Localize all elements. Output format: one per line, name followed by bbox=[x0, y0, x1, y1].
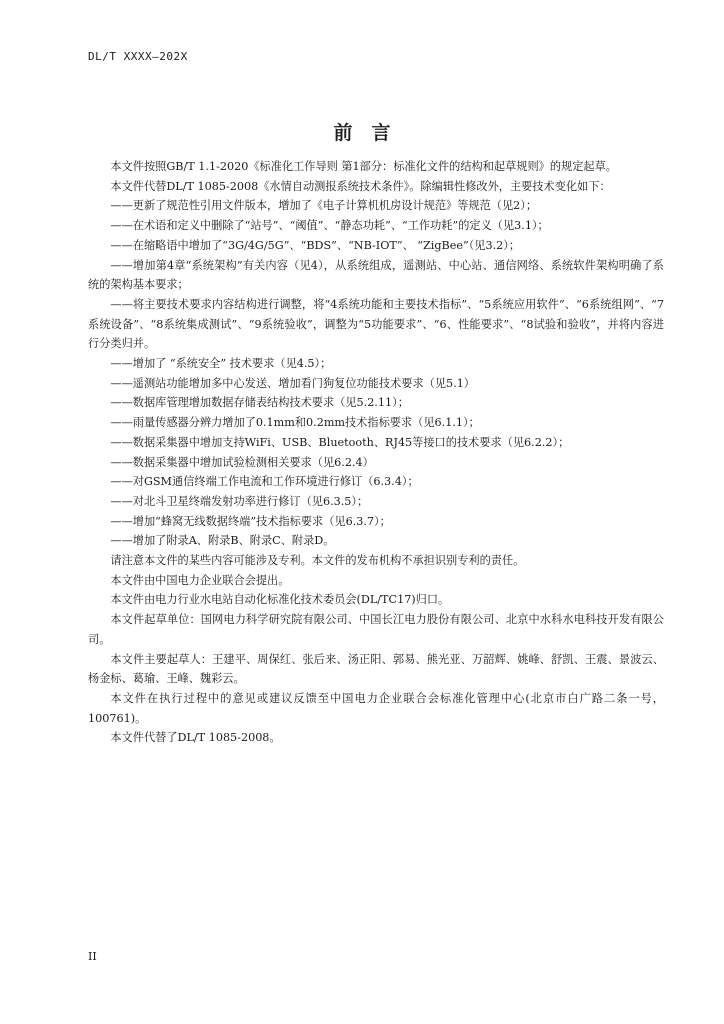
paragraph: 本文件由电力行业水电站自动化标准化技术委员会(DL/TC17)归口。 bbox=[110, 593, 450, 607]
paragraph: ——在术语和定义中删除了“站号”、“阈值”、“静态功耗”、“工作功耗”的定义（见3.1）； bbox=[110, 219, 549, 233]
paragraph: 本文件代替了DL/T 1085-2008。 bbox=[110, 731, 281, 745]
page-number: II bbox=[88, 950, 97, 963]
paragraph: 本文件在执行过程中的意见或建议反馈至中国电力企业联合会标准化管理中心(北京市白广路二条一号，100761)。 bbox=[88, 691, 664, 725]
paragraph: ——更新了规范性引用文件版本，增加了《电子计算机机房设计规范》等规范（见2）； bbox=[110, 199, 538, 213]
paragraph: 本文件按照GB/T 1.1-2020《标准化工作导则 第1部分：标准化文件的结构和起草规则》的规定起草。 bbox=[110, 160, 617, 173]
document-code: DL/T XXXX—202X bbox=[88, 50, 188, 63]
paragraph: ——增加了 “系统安全” 技术要求（见4.5）； bbox=[110, 357, 332, 371]
preface-body bbox=[88, 157, 664, 748]
paragraph: ——对GSM通信终端工作电流和工作环境进行修订（6.3.4）； bbox=[110, 475, 419, 489]
page-title: 前 言 bbox=[333, 122, 391, 144]
paragraph: 本文件主要起草人：王建平、周保红、张后来、汤正阳、郭易、熊光亚、万韶辉、姚峰、舒凯、王震、景波云、杨金标、葛瑜、王峰、魏彩云。 bbox=[88, 652, 664, 686]
paragraph: 本文件代替DL/T 1085-2008《水情自动测报系统技术条件》。除编辑性修改外，主要技术变化如下： bbox=[110, 179, 611, 193]
paragraph: 请注意本文件的某些内容可能涉及专利。本文件的发布机构不承担识别专利的责任。 bbox=[110, 554, 525, 568]
paragraph: ——数据库管理增加数据存储表结构技术要求（见5.2.11）； bbox=[110, 396, 409, 410]
paragraph: ——增加“蜂窝无线数据终端”技术指标要求（见6.3.7）； bbox=[110, 514, 391, 528]
paragraph: ——在缩略语中增加了“3G/4G/5G”、“BDS”、“NB-IOT”、 “ZigBee”（见3.2）； bbox=[110, 238, 521, 252]
paragraph: ——雨量传感器分辨力增加了0.1mm和0.2mm技术指标要求（见6.1.1）； bbox=[110, 416, 480, 430]
paragraph: ——增加了附录A、附录B、附录C、附录D。 bbox=[110, 534, 335, 548]
paragraph: 本文件由中国电力企业联合会提出。 bbox=[110, 573, 290, 587]
paragraph: ——数据采集器中增加试验检测相关要求（见6.2.4） bbox=[110, 455, 374, 469]
paragraph: 本文件起草单位：国网电力科学研究院有限公司、中国长江电力股份有限公司、北京中水科水电科技开发有限公司。 bbox=[88, 613, 664, 646]
paragraph: ——遥测站功能增加多中心发送、增加看门狗复位功能技术要求（见5.1） bbox=[110, 376, 475, 390]
paragraph: ——增加第4章“系统架构”有关内容（见4），从系统组成，遥测站、中心站、通信网络、系统软件架构明确了系统的架构基本要求； bbox=[88, 258, 664, 292]
paragraph: ——将主要技术要求内容结构进行调整，将“4系统功能和主要技术指标”、“5系统应用软件”、“6系统组网”、“7系统设备”、“8系统集成测试”、“9系统验收”，调整为“5功能要求”、“6、性能要求”、“8试验和验收”，并将内容进行分类归并。 bbox=[88, 297, 664, 351]
paragraph: ——数据采集器中增加支持WiFi、USB、Bluetooth、RJ45等接口的技术要求（见6.2.2）； bbox=[110, 435, 570, 449]
paragraph: ——对北斗卫星终端发射功率进行修订（见6.3.5）； bbox=[110, 494, 369, 508]
